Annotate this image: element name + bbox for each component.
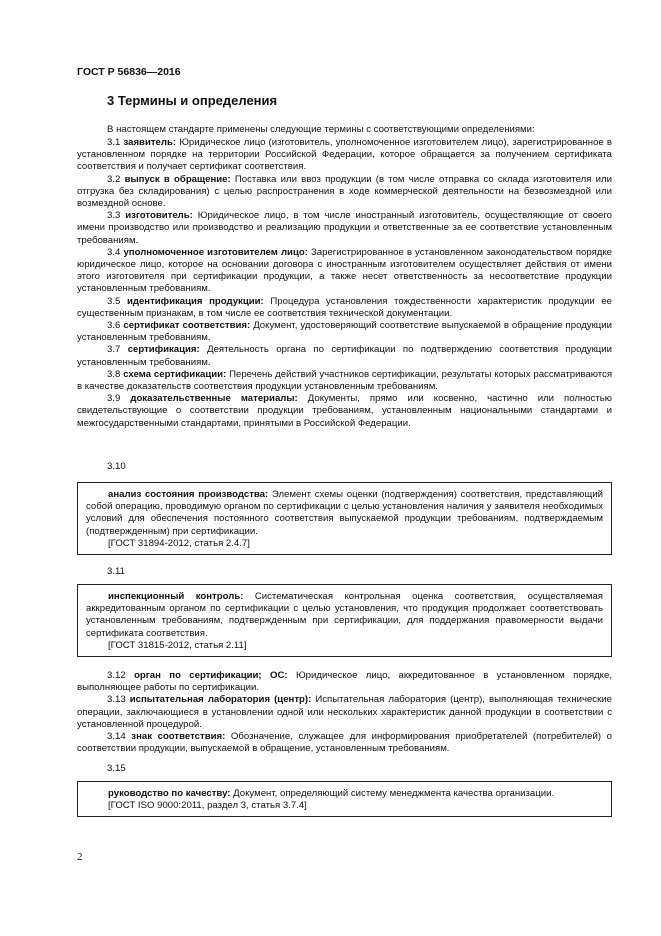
terms-list-b (77, 670, 612, 755)
section-title: 3 Термины и определения (107, 93, 278, 108)
term-3-14: 3.14 знак соответствия: Обозначение, служащее для информирования приобретателей (потребителей) о соответствии продукции, выпускаемой в обращение, установленным требованиям. (77, 731, 612, 755)
term-box-3-11 (77, 584, 612, 657)
term-3-2: 3.2 выпуск в обращение: Поставка или ввоз продукции (в том числе отправка со склада изготовителя или отгрузка без складирования) с целью распространения в ходе коммерческой деятельности на безвозмездной или возмездной основе. (77, 173, 613, 210)
term-3-10-text: анализ состояния производства: Элемент схемы оценки (подтверждения) соответствия, представляющий собой операцию, проводимую органом по сертификации с целью установления наличия у заявителя необходимых условий для обеспечения постоянного соответствия выпускаемой продукции требованиям, подтверждаемым (подтвержденным) при сертификации. (86, 489, 603, 537)
term-number-3-11: 3.11 (107, 566, 125, 577)
term-3-12: 3.12 орган по сертификации; ОС: Юридическое лицо, аккредитованное в установленном порядке, выполняющее работы по сертификации. (77, 670, 612, 694)
term-box-3-10 (77, 482, 612, 555)
terms-list-a (77, 137, 612, 430)
term-3-15-source: [ГОСТ ISO 9000:2011, раздел 3, статья 3.7.4] (108, 800, 307, 812)
term-3-9: 3.9 доказательственные материалы: Документы, прямо или косвенно, частично или полностью свидетельствующие о соответствии продукции требованиям, установленным национальными стандартами и межгосударственными стандартами, принятыми в Российской Федерации. (77, 393, 612, 429)
term-number-3-10: 3.10 (107, 461, 126, 472)
document-header: ГОСТ Р 56836—2016 (77, 66, 181, 78)
intro-text: В настоящем стандарте применены следующие термины с соответствующими определениями: (107, 124, 535, 135)
term-3-8: 3.8 схема сертификации: Перечень действий участников сертификации, результаты которых рассматриваются в качестве доказательств соответствия продукции установленным требованиям. (77, 368, 613, 393)
page-number: 2 (77, 851, 83, 863)
term-number-3-15: 3.15 (107, 763, 126, 774)
term-3-3: 3.3 изготовитель: Юридическое лицо, в том числе иностранный изготовитель, осуществляющие от своего имени производство или производство и реализацию продукции и ответственные за ее соответствие установленным требованиям. (77, 210, 613, 246)
term-3-10-source: [ГОСТ 31894-2012, статья 2.4.7] (108, 537, 250, 549)
term-3-5: 3.5 идентификация продукции: Процедура установления тождественности характеристик продукции ее существенным признакам, в том числе ее соответствия технической документации. (77, 295, 612, 319)
term-3-11-source: [ГОСТ 31815-2012, статья 2.11] (108, 639, 247, 651)
term-3-4: 3.4 уполномоченное изготовителем лицо: Зарегистрированное в установленном законодательством порядке юридическое лицо, которое на основании договора с иностранным изготовителем осуществляет действия от имени этого изготовителя при сертификации продукции, а также несет ответственность за несоответствие продукции установленным требованиям. (77, 246, 613, 295)
term-3-11-text: инспекционный контроль: Систематическая контрольная оценка соответствия, осуществляемая аккредитованным органом по сертификации с целью установления, что продукция продолжает соответствовать установленным требованиям, подтвержденным при сертификации, для поддержания правомерности выдачи сертификата соответствия. (86, 591, 603, 639)
term-3-15-text: руководство по качеству: Документ, определяющий систему менеджмента качества организации. (108, 788, 555, 799)
term-box-3-15 (77, 781, 612, 817)
term-3-1: 3.1 заявитель: Юридическое лицо (изготовитель, уполномоченное изготовителем лицо), зарегистрированное в установленном порядке на территории Российской Федерации, которое обращается за получением сертификата соответствия и получает сертификат соответствия. (77, 137, 612, 173)
term-3-13: 3.13 испытательная лаборатория (центр): Испытательная лаборатория (центр), выполняющая технические операции, заключающиеся в установлении одной или нескольких характеристик данной продукции в соответствии с установленной процедурой. (77, 694, 612, 730)
term-3-6: 3.6 сертификат соответствия: Документ, удостоверяющий соответствие выпускаемой в обращение продукции установленным требованиям. (77, 320, 613, 344)
term-3-7: 3.7 сертификация: Деятельность органа по сертификации по подтверждению соответствия продукции установленным требованиям. (77, 344, 613, 368)
